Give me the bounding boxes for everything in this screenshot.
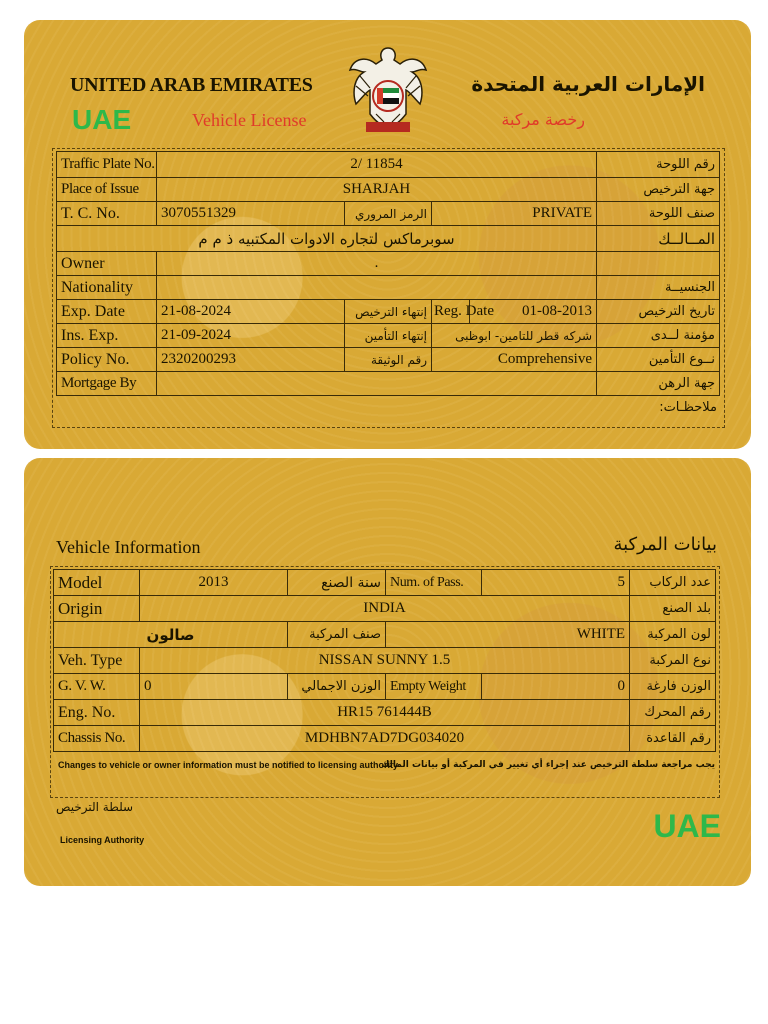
row-tc-no	[57, 202, 720, 226]
row-nationality	[57, 276, 720, 300]
exp-date-value: 21-08-2024	[157, 300, 345, 324]
insurer-label-ar: مؤمنة لــدى	[597, 324, 720, 348]
num-pass-value: 5	[482, 570, 630, 596]
manufacture-year-label-ar: سنة الصنع	[288, 570, 386, 596]
eng-no-value: HR15 761444B	[140, 700, 630, 726]
owner-name-ar: سوبرماكس لتجاره الادوات المكتبيه ذ م م	[57, 226, 597, 252]
num-pass-label-ar: عدد الركاب	[630, 570, 716, 596]
notice-ar: يجب مراجعة سلطة الترخيص عند إجراء أي تغيير في المركبة أو بيانات المالك	[381, 760, 715, 770]
vehicle-license-title-en: Vehicle License	[192, 110, 307, 130]
origin-value: INDIA	[140, 596, 630, 622]
licensing-authority-ar: سلطة الترخيص	[56, 800, 134, 814]
row-origin	[54, 596, 716, 622]
gvw-value: 0	[140, 674, 288, 700]
reg-date-value: 01-08-2013	[470, 300, 597, 324]
license-expiry-label-ar: إنتهاء الترخيص	[345, 300, 432, 324]
origin-label-ar: بلد الصنع	[630, 596, 716, 622]
country-name-ar: الإمارات العربية المتحدة	[471, 72, 705, 96]
vehicle-info-title-ar: بيانات المركبة	[613, 534, 717, 555]
nationality-label: Nationality	[57, 276, 157, 300]
place-of-issue-label-ar: جهة الترخيص	[597, 178, 720, 202]
chassis-label: Chassis No.	[54, 726, 140, 752]
plate-class-value: PRIVATE	[432, 202, 597, 226]
veh-type-label: Veh. Type	[54, 648, 140, 674]
chassis-value: MDHBN7AD7DG034020	[140, 726, 630, 752]
body-type-value-ar: صالون	[54, 622, 288, 648]
country-name-en: UNITED ARAB EMIRATES	[70, 74, 313, 96]
ins-exp-value: 21-09-2024	[157, 324, 345, 348]
license-back-card	[24, 458, 751, 886]
row-eng	[54, 700, 716, 726]
veh-type-value: NISSAN SUNNY 1.5	[140, 648, 630, 674]
body-type-label-ar: صنف المركبة	[288, 622, 386, 648]
traffic-plate-label: Traffic Plate No.	[57, 152, 157, 178]
mortgage-label: Mortgage By	[57, 372, 157, 396]
gvw-label: G. V. W.	[54, 674, 140, 700]
gross-weight-label-ar: الوزن الاجمالي	[288, 674, 386, 700]
insurance-expiry-label-ar: إنتهاء التأمين	[345, 324, 432, 348]
license-front-card	[24, 20, 751, 449]
nationality-label-ar: الجنسيــة	[597, 276, 720, 300]
nationality-value	[157, 276, 597, 300]
license-table	[56, 151, 720, 396]
row-gvw	[54, 674, 716, 700]
place-of-issue-label: Place of Issue	[57, 178, 157, 202]
row-exp-date	[57, 300, 720, 324]
licensing-authority-en: Licensing Authority	[60, 835, 145, 845]
mortgage-value	[157, 372, 597, 396]
eng-no-label-ar: رقم المحرك	[630, 700, 716, 726]
tc-no-value: 3070551329	[157, 202, 345, 226]
reg-date-label-ar: تاريخ الترخيص	[597, 300, 720, 324]
policy-value: 2320200293	[157, 348, 345, 372]
origin-label: Origin	[54, 596, 140, 622]
exp-date-label: Exp. Date	[57, 300, 157, 324]
traffic-plate-label-ar: رقم اللوحة	[597, 152, 720, 178]
empty-weight-label: Empty Weight	[386, 674, 482, 700]
vehicle-license-title-ar: رخصة مركبة	[501, 110, 585, 129]
vehicle-info-title-en: Vehicle Information	[56, 537, 201, 557]
model-value: 2013	[140, 570, 288, 596]
owner-empty-cell	[597, 252, 720, 276]
chassis-label-ar: رقم القاعدة	[630, 726, 716, 752]
owner-value: .	[157, 252, 597, 276]
row-chassis	[54, 726, 716, 752]
owner-label-ar: المــالــك	[597, 226, 720, 252]
num-pass-label: Num. of Pass.	[386, 570, 482, 596]
row-color	[54, 622, 716, 648]
row-owner-ar	[57, 226, 720, 252]
empty-weight-value: 0	[482, 674, 630, 700]
place-of-issue-value: SHARJAH	[157, 178, 597, 202]
row-veh-type	[54, 648, 716, 674]
model-label: Model	[54, 570, 140, 596]
policy-label: Policy No.	[57, 348, 157, 372]
uae-logo-text: UAE	[72, 104, 132, 135]
insurance-type-value: Comprehensive	[432, 348, 597, 372]
tc-no-label: T. C. No.	[57, 202, 157, 226]
plate-class-label-ar: صنف اللوحة	[597, 202, 720, 226]
row-policy	[57, 348, 720, 372]
uae-emblem-icon	[346, 42, 430, 138]
reg-date-label: Reg. Date	[432, 300, 470, 324]
remarks-label-ar: ملاحظـات:	[659, 400, 717, 415]
traffic-code-label-ar: الرمز المروري	[345, 202, 432, 226]
row-traffic-plate	[57, 152, 720, 178]
row-owner	[57, 252, 720, 276]
policy-label-ar: رقم الوثيقة	[345, 348, 432, 372]
row-ins-exp	[57, 324, 720, 348]
eng-no-label: Eng. No.	[54, 700, 140, 726]
vehicle-info-table	[53, 569, 716, 752]
insurer-value-ar: شركه قطر للتامين- ابوظبى	[432, 324, 597, 348]
color-label-ar: لون المركبة	[630, 622, 716, 648]
color-value: WHITE	[386, 622, 630, 648]
row-model	[54, 570, 716, 596]
owner-label: Owner	[57, 252, 157, 276]
mortgage-label-ar: جهة الرهن	[597, 372, 720, 396]
insurance-type-label-ar: نــوع التأمين	[597, 348, 720, 372]
veh-type-label-ar: نوع المركبة	[630, 648, 716, 674]
row-mortgage	[57, 372, 720, 396]
notice-en: Changes to vehicle or owner information must be notified to licensing authority	[58, 760, 399, 770]
empty-weight-label-ar: الوزن فارغة	[630, 674, 716, 700]
ins-exp-label: Ins. Exp.	[57, 324, 157, 348]
traffic-plate-value: 2/ 11854	[157, 152, 597, 178]
row-place-of-issue	[57, 178, 720, 202]
uae-logo-text-back: UAE	[653, 808, 721, 844]
